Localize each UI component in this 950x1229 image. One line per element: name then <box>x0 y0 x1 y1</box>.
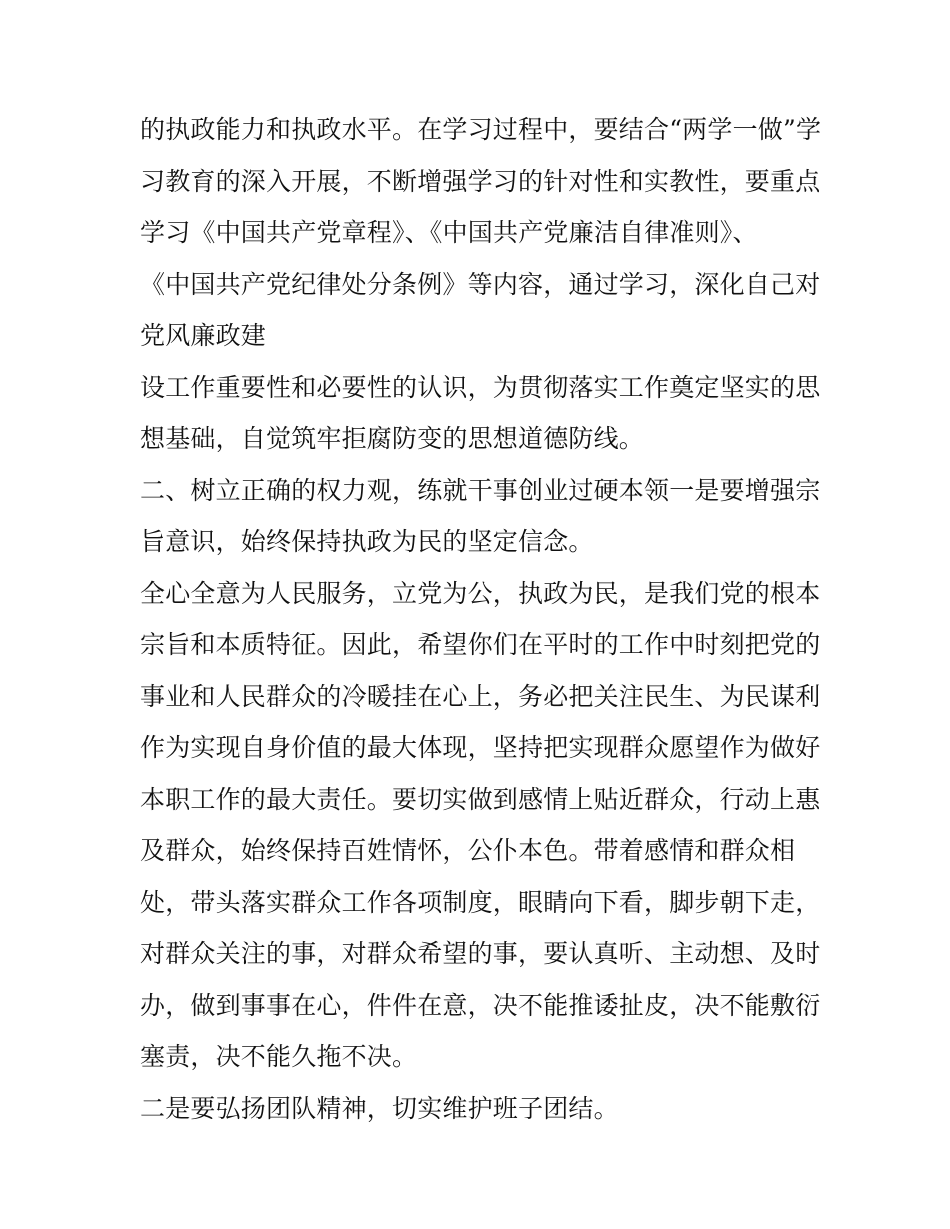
text-line: 的执政能力和执政水平。在学习过程中，要结合“两学一做”学 <box>140 115 822 144</box>
body-text <box>140 104 820 1134</box>
text-line: 学习《中国共产党章程》、《中国共产党廉洁自律准则》、 <box>140 218 758 247</box>
text-line: 办，做到事事在心，件件在意，决不能推诿扯皮，决不能敷衍 <box>140 990 821 1020</box>
text-line: 处，带头落实群众工作各项制度，眼睛向下看，脚步朝下走， <box>140 887 821 917</box>
text-line: 对群众关注的事，对群众希望的事，要认真听、主动想、及时 <box>140 939 821 968</box>
text-line: 想基础，自觉筑牢拒腐防变的思想道德防线。 <box>140 424 645 453</box>
text-line: 《中国共产党纪律处分条例》等内容，通过学习，深化自己对 <box>140 269 821 299</box>
text-line: 事业和人民群众的冷暖挂在心上，务必把关注民生、为民谋利 <box>140 681 821 711</box>
section-heading-line: 二、树立正确的权力观，练就干事创业过硬本领一是要增强宗 <box>140 475 821 505</box>
text-line: 作为实现自身价值的最大体现，坚持把实现群众愿望作为做好 <box>140 733 821 762</box>
text-line: 习教育的深入开展，不断增强学习的针对性和实教性，要重点 <box>140 166 821 196</box>
text-line: 旨意识，始终保持执政为民的坚定信念。 <box>140 527 594 556</box>
text-line: 本职工作的最大责任。要切实做到感情上贴近群众，行动上惠 <box>140 784 821 814</box>
text-line: 塞责，决不能久拖不决。 <box>140 1042 418 1071</box>
text-line: 宗旨和本质特征。因此，希望你们在平时的工作中时刻把党的 <box>140 630 821 659</box>
text-line: 二是要弘扬团队精神，切实维护班子团结。 <box>140 1093 619 1123</box>
text-line: 及群众，始终保持百姓情怀，公仆本色。带着感情和群众相 <box>140 836 796 865</box>
text-line: 设工作重要性和必要性的认识，为贯彻落实工作奠定坚实的思 <box>140 372 821 402</box>
text-line: 党风廉政建 <box>140 321 267 350</box>
text-line: 全心全意为人民服务，立党为公，执政为民，是我们党的根本 <box>140 578 821 608</box>
